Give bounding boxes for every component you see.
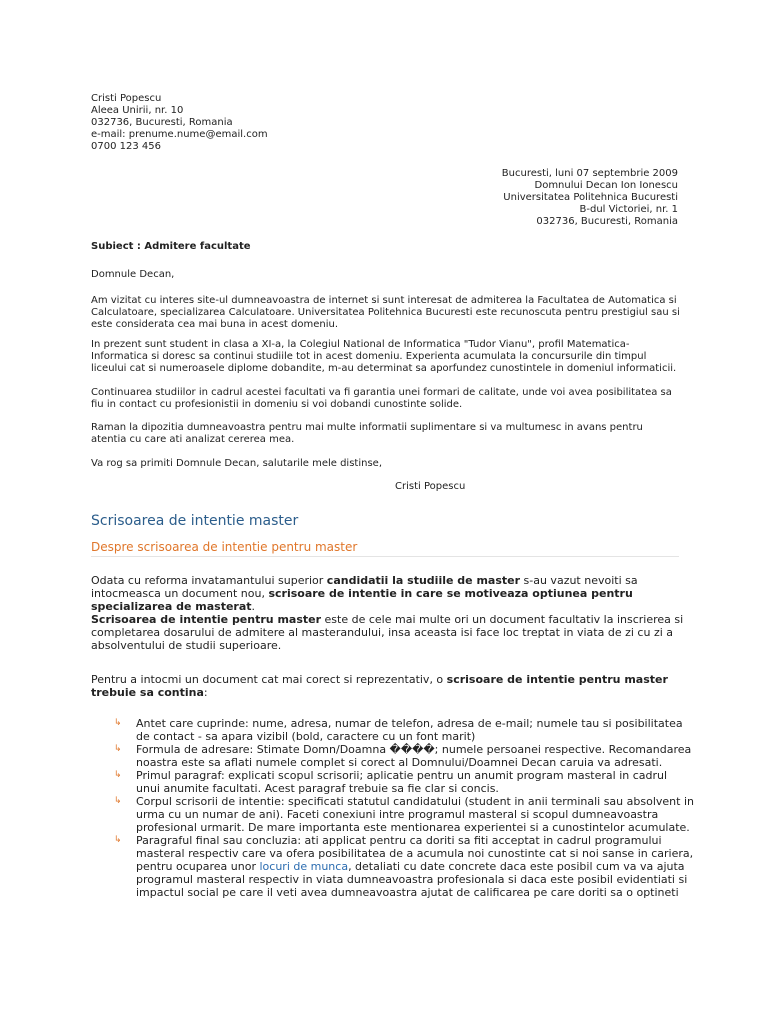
intro-text: este de cele mai multe ori un document facultativ la inscrierea si completarea dosarului de admitere al masterandului, insa aceasta isi face loc treptat in viata de zi cu zi a absolventului de studii superioare. — [91, 613, 684, 652]
letter-paragraph: Continuarea studiilor in cadrul acestei facultati va fi garantia unei formari de calitate, unde voi avea posibilitatea sa fiu in contact cu profesionistii in domeniu si voi dobandi cunostinte solide. — [91, 387, 672, 410]
list-item-text: Primul paragraf: explicati scopul scrisorii; aplicatie pentru un anumit program masteral in cadrul unui anumite facultati. Acest paragraf trebuie sa fie clar si concis. — [136, 769, 668, 795]
arrow-bullet-icon: ↳ — [114, 718, 122, 728]
section-subtitle: Despre scrisoarea de intentie pentru master — [91, 540, 358, 554]
list-item-text: , detaliati cu date concrete daca este posibil cum va va ajuta programul masteral respectiv in viata dumneavoastra profesionala si daca este posibil evidentiati si impactul social pe care il veti avea dumneavoastra ajutat de calificarea pe care doriti sa o optineti — [136, 860, 688, 899]
intro-paragraph — [91, 574, 691, 652]
letter-date: Bucuresti, luni 07 septembrie 2009 — [501, 168, 678, 179]
requirements-list — [114, 717, 694, 899]
sender-block — [91, 93, 268, 153]
sender-name: Cristi Popescu — [91, 93, 162, 104]
arrow-bullet-icon: ↳ — [114, 744, 122, 754]
intro-text: s-au vazut nevoiti sa intocmeasca un document nou, — [91, 574, 638, 600]
recipient-institution: Universitatea Politehnica Bucuresti — [503, 192, 678, 203]
recipient-name: Domnului Decan Ion Ionescu — [534, 180, 678, 191]
letter-closing: Va rog sa primiti Domnule Decan, salutarile mele distinse, — [91, 458, 382, 469]
requirements-text: Pentru a intocmi un document cat mai corect si reprezentativ, o — [91, 673, 447, 686]
intro-bold: candidatii la studiile de master — [326, 574, 521, 587]
list-item-text: Formula de adresare: Stimate Domn/Doamna ����; numele persoanei respective. Recomandarea noastra este sa aflati numele complet si corect al Domnului/Doamnei Decan caruia va adresati. — [136, 743, 692, 769]
requirements-intro — [91, 673, 691, 699]
section-title: Scrisoarea de intentie master — [91, 513, 299, 529]
list-item — [114, 834, 694, 899]
list-item — [114, 717, 694, 743]
letter-paragraph: In prezent sunt student in clasa a XI-a, la Colegiul National de Informatica "Tudor Vianu", profil Matematica-Informatica si doresc sa continui studiile tot in acest domeniu. Experienta acumulata la concursurile din timpul liceului cat si numeroasele diplome dobandite, m-au determinat sa aporfundez cunostintele in domeniul informaticii. — [91, 339, 677, 374]
requirements-text: : — [203, 686, 208, 699]
recipient-street: B-dul Victoriei, nr. 1 — [579, 204, 678, 215]
list-item-text: Antet care cuprinde: nume, adresa, numar de telefon, adresa de e-mail; numele tau si posibilitatea de contact - sa apara vizibil (bold, caractere cu un font marit) — [136, 717, 683, 743]
sender-street: Aleea Unirii, nr. 10 — [91, 105, 184, 116]
sender-email: e-mail: prenume.nume@email.com — [91, 129, 268, 140]
section-divider — [91, 556, 679, 557]
letter-subject: Subiect : Admitere facultate — [91, 241, 251, 252]
list-item-text: Paragraful final sau concluzia: ati applicat pentru ca doriti sa fiti acceptat in cadrul programului masteral respectiv care va ofera posibilitatea de a acumula noi cunostinte cat si noi sanse in cariera, pentru ocuparea unor — [136, 834, 694, 873]
intro-bold: Scrisoarea de intentie pentru master — [91, 613, 322, 626]
list-item — [114, 769, 694, 795]
arrow-bullet-icon: ↳ — [114, 796, 122, 806]
letter-paragraph: Am vizitat cu interes site-ul dumneavoastra de internet si sunt interesat de admiterea la Facultatea de Automatica si Calculatoare, specializarea Calculatoare. Universitatea Politehnica Bucuresti este recunoscuta pentru prestigiul sau si este considerata cea mai buna in acest domeniu. — [91, 295, 680, 330]
intro-text: . — [251, 600, 256, 613]
intro-bold: scrisoare de intentie in care se motiveaza optiunea pentru specializarea de masterat — [91, 587, 633, 613]
intro-text: Odata cu reforma invatamantului superior — [91, 574, 327, 587]
sender-phone: 0700 123 456 — [91, 141, 161, 152]
requirements-bold: scrisoare de intentie pentru master trebuie sa contina — [91, 673, 668, 699]
jobs-link[interactable]: locuri de munca — [259, 860, 349, 873]
recipient-city: 032736, Bucuresti, Romania — [536, 216, 678, 227]
list-item-text: Corpul scrisorii de intentie: specificati statutul candidatului (student in anii terminali sau absolvent in urma cu un numar de ani). Faceti conexiuni intre programul masteral si scopul dumneavoastra profesional urmarit. De mare importanta este mentionarea experientei si a cunostintelor acumulate. — [136, 795, 694, 834]
letter-paragraph: Raman la dipozitia dumneavoastra pentru mai multe informatii suplimentare si va multumesc in avans pentru atentia cu care ati analizat cererea mea. — [91, 422, 643, 445]
list-item — [114, 795, 694, 834]
letter-signature: Cristi Popescu — [395, 481, 466, 492]
letter-greeting: Domnule Decan, — [91, 269, 175, 280]
arrow-bullet-icon: ↳ — [114, 835, 122, 845]
list-item — [114, 743, 694, 769]
sender-city: 032736, Bucuresti, Romania — [91, 117, 233, 128]
arrow-bullet-icon: ↳ — [114, 770, 122, 780]
recipient-block — [502, 168, 678, 228]
